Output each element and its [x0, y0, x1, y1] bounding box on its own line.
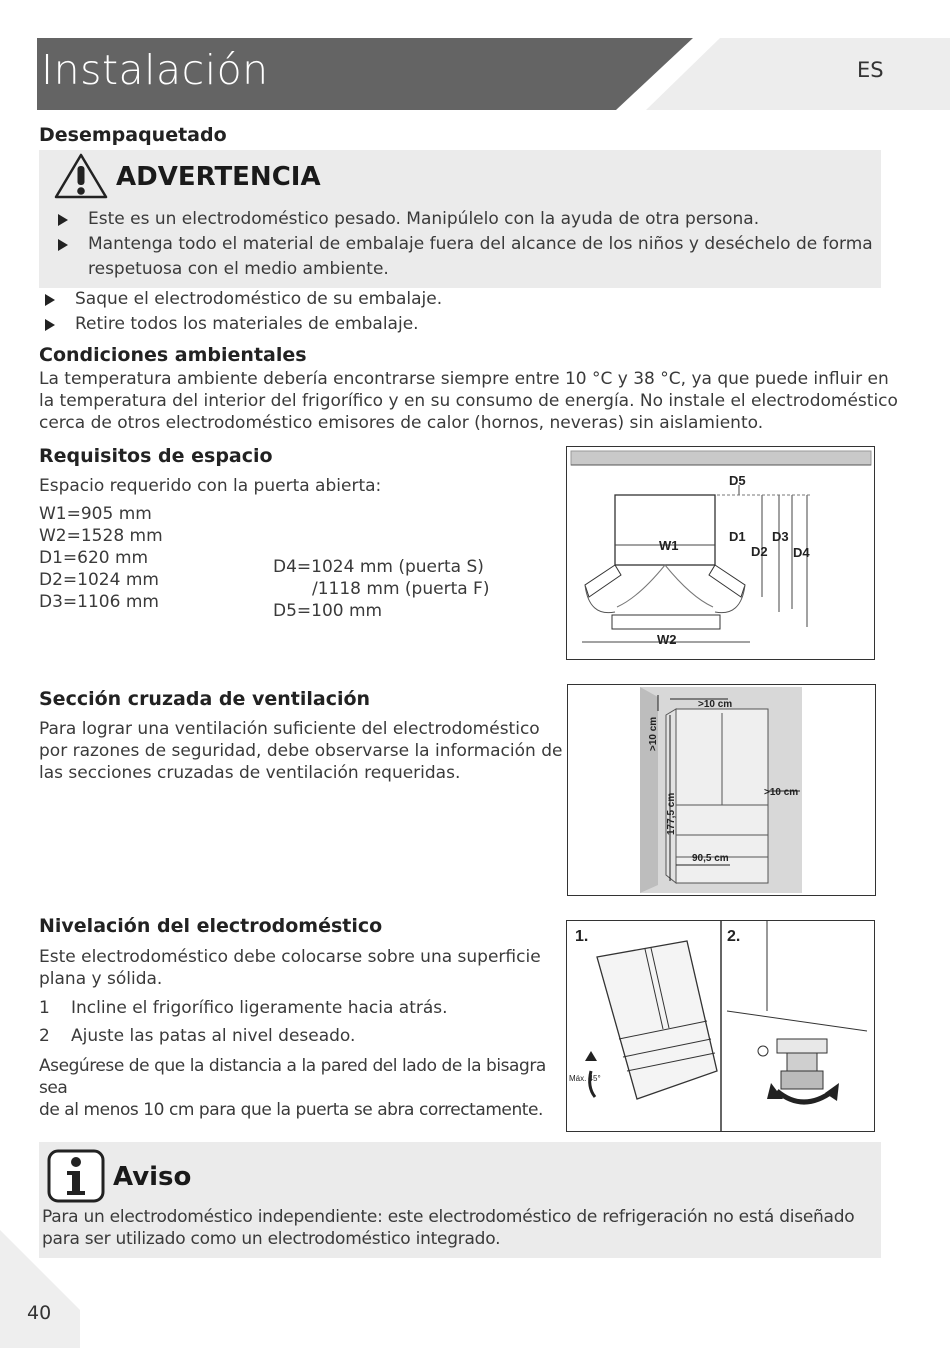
step-item: Retire todos los materiales de embalaje.	[45, 312, 865, 337]
space-values-right: D4=1024 mm (puerta S) /1118 mm (puerta F) D5=100 mm	[273, 557, 490, 621]
leveling-diagram	[566, 920, 875, 1132]
leveling-heading: Nivelación del electrodoméstico	[39, 915, 383, 937]
label-d3: D3	[772, 529, 789, 544]
angle-label: Máx. 45°	[569, 1074, 601, 1083]
info-icon	[47, 1149, 105, 1203]
page-number: 40	[27, 1302, 52, 1324]
clearance-right-label: >10 cm	[764, 787, 799, 798]
leveling-step: 2 Ajuste las patas al nivel deseado.	[39, 1026, 356, 1046]
ventilation-heading: Sección cruzada de ventilación	[39, 688, 371, 710]
warning-triangle-icon	[53, 152, 109, 200]
ambient-heading: Condiciones ambientales	[39, 344, 307, 366]
footer-corner	[0, 1230, 80, 1348]
bullet-icon	[45, 294, 55, 306]
warning-title: ADVERTENCIA	[116, 162, 321, 192]
height-label: 177,5 cm	[666, 792, 677, 835]
leveling-step: 1 Incline el frigorífico ligeramente hacia atrás.	[39, 998, 448, 1018]
bullet-icon	[58, 214, 68, 226]
leveling-outro: Asegúrese de que la distancia a la pared del lado de la bisagra sea de al menos 10 cm para que la puerta se abra correctamente.	[39, 1056, 546, 1120]
warning-item: Mantenga todo el material de embalaje fuera del alcance de los niños y deséchelo de forma respetuosa con el medio ambiente.	[58, 232, 878, 282]
label-w1: W1	[659, 538, 679, 553]
label-d5: D5	[729, 473, 746, 488]
space-values-left: W1=905 mm W2=1528 mm D1=620 mm D2=1024 mm D3=1106 mm	[39, 504, 163, 612]
language-code: ES	[857, 58, 884, 82]
clearance-top-label: >10 cm	[698, 699, 733, 710]
width-label: 90,5 cm	[692, 853, 729, 864]
step-item: Saque el electrodoméstico de su embalaje.	[45, 287, 865, 312]
bullet-icon	[58, 239, 68, 251]
leveling-intro: Este electrodoméstico debe colocarse sobre una superficie plana y sólida.	[39, 947, 541, 989]
ventilation-text: Para lograr una ventilación suficiente del electrodoméstico por razones de seguridad, debe observarse la información de las secciones cruzadas de ventilación requeridas.	[39, 719, 563, 783]
space-heading: Requisitos de espacio	[39, 445, 273, 467]
bullet-icon	[45, 319, 55, 331]
step1-label: 1.	[575, 928, 589, 945]
ambient-text: La temperatura ambiente debería encontrarse siempre entre 10 °C y 38 °C, ya que puede influir en la temperatura del interior del frigorífico y en su consumo de energía. No instale el electrodoméstico cerca de otros electrodoméstico emisores de calor (hornos, neveras) sin aislamiento.	[39, 369, 898, 433]
clearance-side-label: >10 cm	[648, 716, 659, 751]
warning-item: Este es un electrodoméstico pesado. Manipúlelo con la ayuda de otra persona.	[58, 207, 878, 232]
label-d1: D1	[729, 529, 746, 544]
space-diagram	[566, 446, 875, 660]
label-w2: W2	[657, 632, 677, 647]
label-d2: D2	[751, 544, 768, 559]
step2-label: 2.	[727, 928, 741, 945]
unpacking-heading: Desempaquetado	[39, 124, 227, 146]
label-d4: D4	[793, 545, 810, 560]
space-intro: Espacio requerido con la puerta abierta:	[39, 476, 382, 496]
page-title: Instalación	[41, 46, 269, 94]
note-text: Para un electrodoméstico independiente: este electrodoméstico de refrigeración no está diseñado para ser utilizado como un electrodoméstico integrado.	[42, 1207, 855, 1249]
ventilation-diagram	[567, 684, 876, 896]
note-title: Aviso	[113, 1162, 192, 1192]
